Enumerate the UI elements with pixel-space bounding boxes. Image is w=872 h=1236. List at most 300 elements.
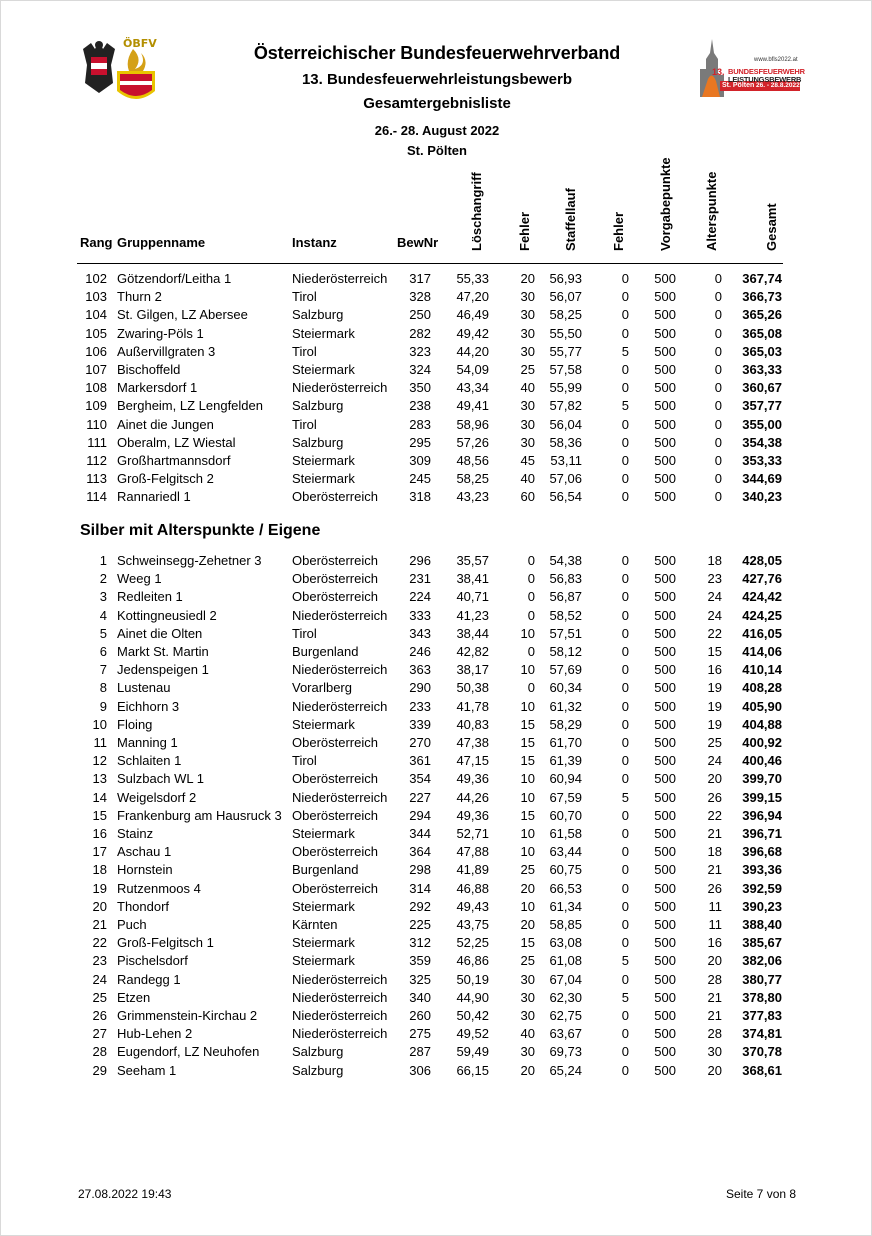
event-logo-number: 13. [712,67,725,77]
vorgabe-cell: 500 [654,362,676,377]
fehler-2-cell: 0 [621,289,629,305]
fehler-1-cell: 10 [520,698,535,714]
alter-cell: 20 [707,1062,722,1078]
staffellauf-cell: 56,93 [549,271,582,286]
vorgabe-cell: 500 [654,971,676,987]
table-row [1,1025,872,1043]
instanz-cell: Steiermark [292,471,355,487]
alter-cell: 0 [714,362,722,377]
rang-cell: 3 [99,589,107,605]
vorgabe-cell: 500 [654,844,676,860]
loeschangriff-cell: 38,41 [456,571,489,587]
vorgabe-cell: 500 [654,989,676,1005]
fehler-2-cell: 5 [621,398,629,414]
alter-cell: 0 [714,416,722,432]
staffellauf-cell: 65,24 [549,1062,582,1078]
staffellauf-cell: 61,70 [549,735,582,750]
staffellauf-cell: 69,73 [549,1044,582,1060]
instanz-cell: Niederösterreich [292,607,388,623]
group-name-cell: Bischoffeld [117,362,181,377]
bewnr-cell: 323 [409,343,431,359]
table-row [1,397,872,415]
gesamt-cell: 414,06 [742,644,782,659]
fehler-1-cell: 20 [520,271,535,286]
instanz-cell: Oberösterreich [292,489,378,505]
bewnr-cell: 340 [409,989,431,1005]
vorgabe-cell: 500 [654,271,676,286]
group-name-cell: Schweinsegg-Zehetner 3 [117,553,262,568]
table-row [1,452,872,470]
group-name-cell: Floing [117,716,153,732]
vorgabe-cell: 500 [654,753,676,769]
alter-cell: 15 [707,644,722,659]
alter-cell: 19 [707,680,722,696]
vorgabe-cell: 500 [654,771,676,787]
table-row [1,916,872,934]
gesamt-cell: 368,61 [742,1062,782,1078]
group-name-cell: Groß-Felgitsch 2 [117,471,214,487]
staffellauf-cell: 57,82 [549,398,582,414]
alter-cell: 20 [707,771,722,787]
staffellauf-cell: 57,69 [549,662,582,678]
staffellauf-cell: 53,11 [550,453,582,468]
bewnr-cell: 296 [409,553,431,568]
loeschangriff-cell: 50,19 [456,971,489,987]
bewnr-cell: 314 [409,880,431,896]
staffellauf-cell: 54,38 [549,553,582,568]
staffellauf-cell: 61,08 [549,953,582,969]
fehler-1-cell: 10 [520,625,535,641]
gesamt-cell: 365,03 [742,343,782,359]
loeschangriff-cell: 41,89 [456,862,489,878]
fehler-1-cell: 10 [520,789,535,805]
fehler-2-cell: 5 [621,989,629,1005]
fehler-1-cell: 10 [520,771,535,787]
bewnr-cell: 260 [409,1008,431,1023]
alter-cell: 26 [707,789,722,805]
loeschangriff-cell: 49,36 [456,807,489,823]
fehler-1-cell: 25 [520,953,535,969]
vorgabe-cell: 500 [654,471,676,487]
fehler-2-cell: 0 [621,571,629,587]
table-row [1,661,872,679]
gesamt-cell: 377,83 [742,1008,782,1023]
alter-cell: 21 [707,989,722,1005]
oebfv-logo-text: ÖBFV [123,37,157,50]
fehler-1-cell: 0 [527,644,535,659]
vorgabe-cell: 500 [654,807,676,823]
instanz-cell: Tirol [292,625,317,641]
gesamt-cell: 374,81 [742,1026,782,1042]
bewnr-cell: 290 [409,680,431,696]
loeschangriff-cell: 43,34 [456,380,489,396]
staffellauf-cell: 56,04 [549,416,582,432]
table-row [1,379,872,397]
vorgabe-cell: 500 [654,380,676,396]
alter-cell: 22 [707,625,722,641]
table-row [1,679,872,697]
table-row [1,1043,872,1061]
gesamt-cell: 360,67 [742,380,782,396]
gesamt-cell: 370,78 [742,1044,782,1060]
group-name-cell: Rutzenmoos 4 [117,880,201,896]
bewnr-cell: 317 [409,271,431,286]
loeschangriff-cell: 49,42 [456,325,489,341]
vorgabe-cell: 500 [654,1008,676,1023]
col-instanz: Instanz [292,235,337,250]
fehler-2-cell: 0 [621,826,629,841]
rang-cell: 22 [92,935,107,951]
loeschangriff-cell: 46,49 [456,307,489,323]
loeschangriff-cell: 46,88 [456,880,489,896]
alter-cell: 0 [714,380,722,396]
instanz-cell: Oberösterreich [292,553,378,568]
alter-cell: 11 [708,898,722,914]
group-name-cell: Markt St. Martin [117,644,209,659]
staffellauf-cell: 55,77 [549,343,582,359]
alter-cell: 16 [707,662,722,678]
group-name-cell: Eugendorf, LZ Neuhofen [117,1044,260,1060]
vorgabe-cell: 500 [654,898,676,914]
staffellauf-cell: 56,87 [549,589,582,605]
loeschangriff-cell: 47,88 [456,844,489,860]
staffellauf-cell: 56,83 [549,571,582,587]
table-row [1,288,872,306]
fehler-2-cell: 0 [621,1026,629,1042]
fehler-1-cell: 45 [520,453,535,468]
loeschangriff-cell: 44,26 [456,789,489,805]
rang-cell: 23 [92,953,107,969]
rang-cell: 18 [92,862,107,878]
table-row [1,989,872,1007]
fehler-1-cell: 30 [520,289,535,305]
fehler-2-cell: 0 [621,935,629,951]
instanz-cell: Oberösterreich [292,589,378,605]
staffellauf-cell: 57,51 [549,625,582,641]
col-alterspunkte: Alterspunkte [704,171,719,251]
group-name-cell: Groß-Felgitsch 1 [117,935,214,951]
gesamt-cell: 382,06 [742,953,782,969]
instanz-cell: Oberösterreich [292,844,378,860]
fehler-1-cell: 30 [520,971,535,987]
table-row [1,825,872,843]
loeschangriff-cell: 66,15 [456,1062,489,1078]
fehler-1-cell: 30 [520,1008,535,1023]
bewnr-cell: 364 [409,844,431,860]
group-name-cell: Großhartmannsdorf [117,453,231,468]
group-name-cell: Außervillgraten 3 [117,343,216,359]
loeschangriff-cell: 57,26 [456,434,489,450]
group-name-cell: Jedenspeigen 1 [117,662,209,678]
fehler-2-cell: 0 [621,325,629,341]
group-name-cell: Thurn 2 [117,289,162,305]
header-divider [77,263,783,264]
bewnr-cell: 295 [409,434,431,450]
instanz-cell: Steiermark [292,826,355,841]
fehler-2-cell: 0 [621,807,629,823]
loeschangriff-cell: 46,86 [456,953,489,969]
bewnr-cell: 287 [409,1044,431,1060]
fehler-1-cell: 40 [520,471,535,487]
fehler-1-cell: 20 [520,917,535,932]
fehler-1-cell: 30 [520,416,535,432]
gesamt-cell: 408,28 [742,680,782,696]
col-loeschangriff: Löschangriff [469,172,484,251]
group-name-cell: Seeham 1 [117,1062,177,1078]
fehler-2-cell: 0 [621,607,629,623]
gesamt-cell: 404,88 [742,716,782,732]
fehler-2-cell: 0 [621,753,629,769]
staffellauf-cell: 58,12 [549,644,582,659]
gesamt-cell: 410,14 [742,662,782,678]
gesamt-cell: 354,38 [742,434,782,450]
table-row [1,552,872,570]
group-name-cell: Puch [117,917,147,932]
alter-cell: 20 [707,953,722,969]
instanz-cell: Niederösterreich [292,380,388,396]
fehler-2-cell: 0 [621,735,629,750]
fehler-1-cell: 15 [520,935,535,951]
instanz-cell: Oberösterreich [292,807,378,823]
rang-cell: 112 [86,453,107,468]
fehler-2-cell: 0 [621,644,629,659]
gesamt-cell: 400,92 [742,735,782,750]
staffellauf-cell: 60,94 [549,771,582,787]
staffellauf-cell: 57,06 [549,471,582,487]
loeschangriff-cell: 47,20 [456,289,489,305]
bewnr-cell: 238 [409,398,431,414]
bewnr-cell: 246 [409,644,431,659]
fehler-2-cell: 0 [621,1044,629,1060]
group-name-cell: Rannariedl 1 [117,489,191,505]
alter-cell: 24 [707,753,722,769]
rang-cell: 103 [85,289,107,305]
instanz-cell: Salzburg [292,398,344,414]
alter-cell: 0 [714,289,722,305]
table-row [1,716,872,734]
table-row [1,1062,872,1080]
fehler-1-cell: 15 [520,807,535,823]
loeschangriff-cell: 38,44 [456,625,489,641]
fehler-1-cell: 25 [520,862,535,878]
rang-cell: 7 [99,662,107,678]
fehler-1-cell: 0 [527,553,535,568]
staffellauf-cell: 61,32 [549,698,582,714]
staffellauf-cell: 58,36 [549,434,582,450]
group-name-cell: Frankenburg am Hausruck 3 [117,807,282,823]
table-row [1,971,872,989]
rang-cell: 16 [92,826,107,841]
staffellauf-cell: 61,58 [549,826,582,841]
rang-cell: 1 [99,553,107,568]
group-name-cell: Sulzbach WL 1 [117,771,204,787]
bewnr-cell: 350 [409,380,431,396]
col-bewnr: BewNr [397,235,439,250]
staffellauf-cell: 58,29 [549,716,582,732]
staffellauf-cell: 56,54 [549,489,582,505]
group-name-cell: Götzendorf/Leitha 1 [117,271,232,286]
alter-cell: 16 [707,935,722,951]
table-row [1,734,872,752]
staffellauf-cell: 60,70 [549,807,582,823]
gesamt-cell: 399,15 [742,789,782,805]
fehler-1-cell: 25 [520,362,535,377]
fehler-1-cell: 20 [520,880,535,896]
gesamt-cell: 367,74 [742,271,782,286]
bewnr-cell: 225 [409,917,431,932]
footer-page-number: Seite 7 von 8 [726,1187,797,1201]
instanz-cell: Steiermark [292,953,355,969]
instanz-cell: Steiermark [292,325,355,341]
fehler-2-cell: 0 [621,1062,629,1078]
vorgabe-cell: 500 [654,307,676,323]
table-row [1,325,872,343]
col-gesamt: Gesamt [764,203,779,251]
loeschangriff-cell: 55,33 [456,271,489,286]
bewnr-cell: 363 [409,662,431,678]
table-row [1,952,872,970]
table-row [1,770,872,788]
group-name-cell: Aschau 1 [117,844,172,860]
rang-cell: 17 [92,844,107,860]
bewnr-cell: 324 [409,362,431,377]
bewnr-cell: 233 [409,698,431,714]
gesamt-cell: 392,59 [742,880,782,896]
bewnr-cell: 359 [409,953,431,969]
alter-cell: 0 [714,489,722,505]
rang-cell: 12 [92,753,107,769]
table-row [1,306,872,324]
bewnr-cell: 344 [409,826,431,841]
vorgabe-cell: 500 [654,1044,676,1060]
fehler-1-cell: 20 [520,1062,535,1078]
gesamt-cell: 340,23 [742,489,782,505]
staffellauf-cell: 55,99 [549,380,582,396]
vorgabe-cell: 500 [654,434,676,450]
staffellauf-cell: 63,08 [549,935,582,951]
instanz-cell: Tirol [292,343,317,359]
gesamt-cell: 388,40 [742,917,782,932]
loeschangriff-cell: 47,15 [456,753,489,769]
fehler-2-cell: 0 [621,880,629,896]
instanz-cell: Steiermark [292,716,355,732]
bewnr-cell: 294 [409,807,431,823]
loeschangriff-cell: 49,36 [456,771,489,787]
rang-cell: 24 [92,971,107,987]
group-name-cell: Etzen [117,989,151,1005]
fehler-1-cell: 30 [520,989,535,1005]
rang-cell: 6 [99,644,107,659]
alter-cell: 28 [707,1026,722,1042]
fehler-2-cell: 0 [621,917,629,932]
fehler-2-cell: 0 [621,434,629,450]
table-row [1,934,872,952]
vorgabe-cell: 500 [654,343,676,359]
bewnr-cell: 318 [409,489,431,505]
vorgabe-cell: 500 [654,698,676,714]
loeschangriff-cell: 54,09 [456,362,489,377]
rang-cell: 26 [92,1008,107,1023]
gesamt-cell: 396,71 [742,826,782,841]
table-row [1,898,872,916]
fehler-2-cell: 5 [621,953,629,969]
group-name-cell: Manning 1 [117,735,178,750]
fehler-2-cell: 0 [621,1008,629,1023]
bewnr-cell: 339 [409,716,431,732]
fehler-1-cell: 60 [520,489,535,505]
gesamt-cell: 353,33 [742,453,782,468]
rang-cell: 29 [92,1062,107,1078]
group-name-cell: St. Gilgen, LZ Abersee [117,307,248,323]
group-name-cell: Redleiten 1 [117,589,183,605]
doc-title: Gesamtergebnisliste [363,95,511,112]
vorgabe-cell: 500 [654,826,676,841]
rang-cell: 109 [85,398,107,414]
fehler-1-cell: 30 [520,434,535,450]
instanz-cell: Steiermark [292,898,355,914]
event-title: 13. Bundesfeuerwehrleistungsbewerb [301,71,573,88]
instanz-cell: Niederösterreich [292,1026,388,1042]
group-name-cell: Weigelsdorf 2 [117,789,197,805]
staffellauf-cell: 60,34 [549,680,582,696]
alter-cell: 28 [707,971,722,987]
group-name-cell: Markersdorf 1 [117,380,198,396]
group-name-cell: Bergheim, LZ Lengfelden [117,398,263,414]
rang-cell: 102 [85,271,107,286]
rang-cell: 13 [92,771,107,787]
group-name-cell: Zwaring-Pöls 1 [117,325,204,341]
instanz-cell: Tirol [292,416,317,432]
vorgabe-cell: 500 [654,1026,676,1042]
gesamt-cell: 363,33 [742,362,782,377]
fehler-2-cell: 0 [621,862,629,878]
table-row [1,625,872,643]
fehler-2-cell: 0 [621,844,629,860]
alter-cell: 21 [707,862,722,878]
alter-cell: 0 [714,453,722,468]
group-name-cell: Pischelsdorf [117,953,188,969]
event-dates: 26.- 28. August 2022 [374,123,500,138]
alter-cell: 18 [707,553,722,568]
instanz-cell: Salzburg [292,1062,344,1078]
vorgabe-cell: 500 [654,680,676,696]
bewnr-cell: 354 [409,771,431,787]
alter-cell: 18 [707,844,722,860]
bewnr-cell: 283 [409,416,431,432]
fehler-1-cell: 40 [520,380,535,396]
gesamt-cell: 385,67 [742,935,782,951]
alter-cell: 22 [707,807,722,823]
vorgabe-cell: 500 [654,289,676,305]
gesamt-cell: 399,70 [742,771,782,787]
alter-cell: 24 [707,607,722,623]
gesamt-cell: 396,68 [742,844,782,860]
alter-cell: 0 [714,343,722,359]
group-name-cell: Hornstein [117,862,173,878]
table-row [1,607,872,625]
vorgabe-cell: 500 [654,662,676,678]
fehler-2-cell: 0 [621,662,629,678]
group-name-cell: Lustenau [117,680,171,696]
loeschangriff-cell: 49,52 [456,1026,489,1042]
loeschangriff-cell: 44,90 [456,989,489,1005]
fehler-2-cell: 5 [621,343,629,359]
instanz-cell: Niederösterreich [292,662,388,678]
staffellauf-cell: 66,53 [549,880,582,896]
table-row [1,343,872,361]
fehler-2-cell: 0 [621,971,629,987]
bewnr-cell: 231 [409,571,431,587]
